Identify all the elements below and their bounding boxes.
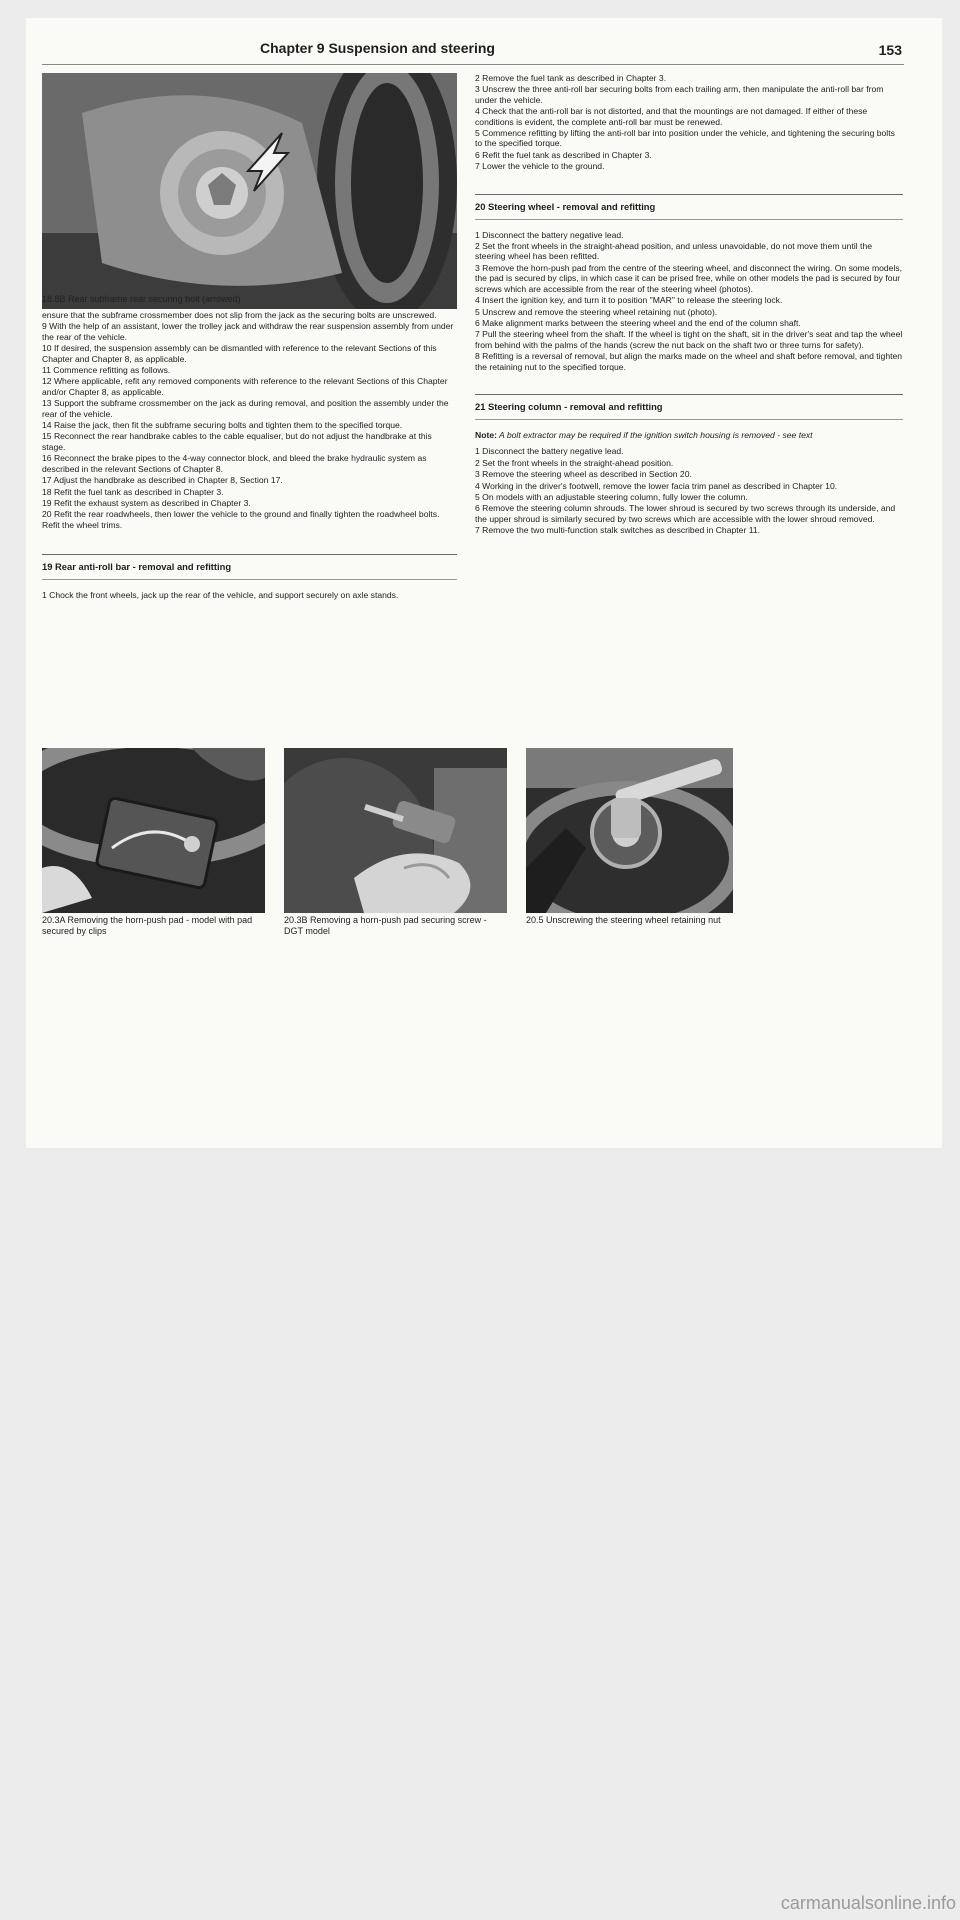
paragraph: 8 Refitting is a reversal of removal, but align the marks made on the wheel and shaft before removal, and tighten the retaining nut to the specified torque. (475, 351, 903, 372)
paragraph: 6 Refit the fuel tank as described in Chapter 3. (475, 149, 652, 160)
header-rule (42, 64, 904, 65)
paragraph: 4 Check that the anti-roll bar is not distorted, and that the mountings are not damaged. If either of these conditions is evident, the complete anti-roll bar must be renewed. (475, 106, 868, 127)
figure-caption: 20.3A Removing the horn-push pad - model with pad secured by clips (42, 915, 253, 936)
spacer (475, 441, 903, 445)
paragraph: 13 Support the subframe crossmember on the jack as during removal, and position the assembly under the rear of the vehicle. (42, 398, 449, 419)
paragraph: 14 Raise the jack, then fit the subframe securing bolts and tighten them to the specified torque. (42, 420, 403, 431)
section-rule (42, 554, 457, 555)
paragraph: 3 Remove the horn-push pad from the centre of the steering wheel, and disconnect the wiring. On some models, the pad is secured by clips, in which case it can be prised free, while on other models the pad is secured by four screws which are accessible from the rear of the steering wheel (photos). (475, 262, 903, 294)
right-column (475, 73, 903, 537)
paragraph: 3 Remove the steering wheel as described in Section 20. (475, 469, 692, 480)
section-rule (42, 579, 457, 580)
paragraph: 5 Unscrew and remove the steering wheel retaining nut (photo). (475, 306, 718, 317)
figure-caption: 20.5 Unscrewing the steering wheel retaining nut (526, 915, 721, 925)
photo-steering-nut (526, 748, 733, 913)
watermark: carmanualsonline.info (780, 1893, 956, 1913)
paragraph: 12 Where applicable, refit any removed components with reference to the relevant Sections of this Chapter and/or Chapter 8, as applicable. (42, 376, 448, 397)
manual-page (26, 18, 942, 1148)
paragraph: 17 Adjust the handbrake as described in Chapter 8, Section 17. (42, 475, 283, 486)
paragraph: 15 Reconnect the rear handbrake cables to the cable equaliser, but do not adjust the handbrake at this stage. (42, 431, 432, 452)
section-19-title: 19 Rear anti-roll bar - removal and refitting (42, 561, 232, 573)
paragraph: 5 Commence refitting by lifting the anti-roll bar into position under the vehicle, and tightening the securing bolts to the specified torque. (475, 128, 895, 149)
note-text: A bolt extractor may be required if the ignition switch housing is removed - see text (499, 429, 813, 440)
section-rule (475, 194, 903, 195)
section-21-title: 21 Steering column - removal and refitting (475, 400, 663, 412)
paragraph: 2 Remove the fuel tank as described in Chapter 3. (475, 73, 667, 83)
paragraph: 1 Chock the front wheels, jack up the rear of the vehicle, and support securely on axle stands. (42, 590, 399, 601)
paragraph: 20 Refit the rear roadwheels, then lower the vehicle to the ground and finally tighten the roadwheel bolts. Refit the wheel trims. (42, 509, 440, 530)
photo-rear-subframe-bolt (42, 73, 457, 309)
paragraph: ensure that the subframe crossmember does not slip from the jack as the securing bolts are unscrewed. (42, 310, 437, 320)
paragraph: 4 Insert the ignition key, and turn it to position "MAR" to release the steering lock. (475, 295, 783, 306)
paragraph: 7 Remove the two multi-function stalk switches as described in Chapter 11. (475, 525, 760, 536)
paragraph: 19 Refit the exhaust system as described in Chapter 3. (42, 497, 251, 508)
paragraph: 6 Remove the steering column shrouds. The lower shroud is secured by two screws through its underside, and the upper shroud is similarly secured by two screws which are accessible with the lower shroud removed. (475, 503, 896, 524)
section-rule (475, 394, 903, 395)
paragraph: 10 If desired, the suspension assembly can be dismantled with reference to the relevant Sections of this Chapter and Chapter 8, as applicable. (42, 343, 437, 364)
paragraph: 1 Disconnect the battery negative lead. (475, 229, 624, 240)
photo-horn-pad-clips (42, 748, 265, 913)
page-number: 153 (878, 42, 902, 58)
figure-caption: 20.3B Removing a horn-push pad securing screw - DGT model (284, 915, 487, 936)
note-label: Note: (475, 429, 497, 440)
paragraph: 7 Lower the vehicle to the ground. (475, 161, 605, 172)
paragraph: 6 Make alignment marks between the steering wheel and the end of the column shaft. (475, 317, 801, 328)
section-rule (475, 419, 903, 420)
paragraph: 11 Commence refitting as follows. (42, 365, 171, 376)
paragraph: 2 Set the front wheels in the straight-ahead position. (475, 457, 674, 468)
paragraph: 5 On models with an adjustable steering column, fully lower the column. (475, 491, 748, 502)
left-column (42, 310, 457, 602)
photo-horn-pad-screw (284, 748, 507, 913)
paragraph: 1 Disconnect the battery negative lead. (475, 446, 624, 457)
page-header (26, 40, 942, 64)
paragraph: 4 Working in the driver's footwell, remove the lower facia trim panel as described in Chapter 10. (475, 480, 838, 491)
paragraph: 2 Set the front wheels in the straight-ahead position, and unless unavoidable, do not move them until the steering wheel has been refitted. (475, 241, 872, 262)
paragraph: 9 With the help of an assistant, lower the trolley jack and withdraw the rear suspension assembly from under the rear of the vehicle. (42, 321, 454, 342)
section-20-title: 20 Steering wheel - removal and refitting (475, 200, 656, 212)
figure-caption: 18.8B Rear subframe rear securing bolt (arrowed) (42, 294, 241, 304)
paragraph: 7 Pull the steering wheel from the shaft. If the wheel is tight on the shaft, sit in the driver's seat and tap the wheel from behind with the palms of the hands (screw the nut back on the shaft two or three turns for safety). (475, 329, 903, 350)
paragraph: 18 Refit the fuel tank as described in Chapter 3. (42, 486, 224, 497)
section-rule (475, 219, 903, 220)
paragraph: 16 Reconnect the brake pipes to the 4-way connector block, and bleed the brake hydraulic system as described in the relevant Sections of Chapter 8. (42, 453, 427, 474)
note (475, 430, 903, 440)
paragraph: 3 Unscrew the three anti-roll bar securing bolts from each trailing arm, then manipulate the anti-roll bar from under the vehicle. (475, 84, 884, 105)
chapter-title: Chapter 9 Suspension and steering (260, 40, 495, 56)
